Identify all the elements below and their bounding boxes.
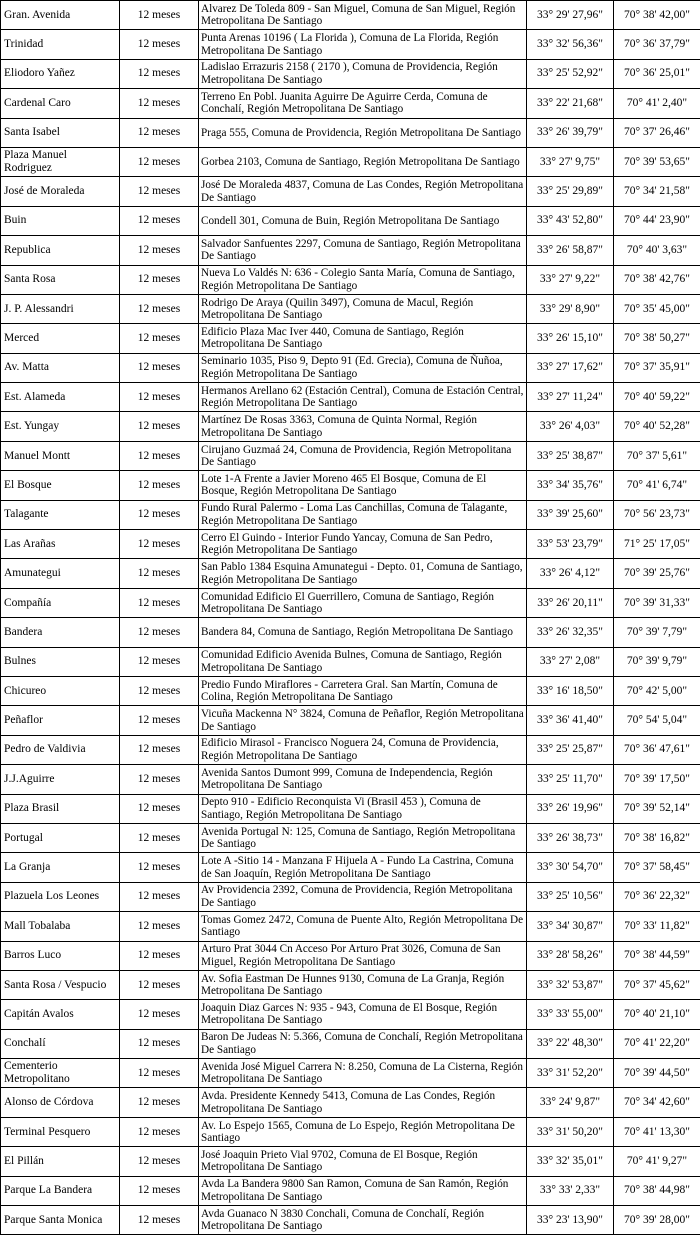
longitude-cell: 70° 38' 50,27" [614, 324, 700, 353]
longitude-cell: 70° 39' 52,14" [614, 794, 700, 823]
station-name-cell: Bandera [1, 618, 120, 647]
station-name-cell: Amunategui [1, 559, 120, 588]
address-cell: Bandera 84, Comuna de Santiago, Región Metropolitana De Santiago [199, 618, 527, 647]
station-name-cell: Republica [1, 236, 120, 265]
latitude-cell: 33° 29' 8,90" [527, 294, 614, 323]
table-row [1, 236, 700, 265]
longitude-cell: 70° 44' 23,90" [614, 206, 700, 235]
duration-cell: 12 meses [120, 676, 199, 705]
address-cell: Avenida Santos Dumont 999, Comuna de Independencia, Región Metropolitana De Santiago [199, 765, 527, 794]
station-name-cell: Plaza Brasil [1, 794, 120, 823]
longitude-cell: 70° 39' 7,79" [614, 618, 700, 647]
table-row [1, 588, 700, 617]
duration-cell: 12 meses [120, 1029, 199, 1058]
duration-cell: 12 meses [120, 236, 199, 265]
longitude-cell: 70° 41' 2,40" [614, 89, 700, 118]
table-row [1, 353, 700, 382]
table-row [1, 1147, 700, 1176]
address-cell: Joaquin Diaz Garces N: 935 - 943, Comuna de El Bosque, Región Metropolitana De Santiago [199, 1000, 527, 1029]
longitude-cell: 70° 37' 45,62" [614, 970, 700, 999]
duration-cell: 12 meses [120, 912, 199, 941]
duration-cell: 12 meses [120, 1147, 199, 1176]
address-cell: Vicuña Mackenna N° 3824, Comuna de Peñaflor, Región Metropolitana De Santiago [199, 706, 527, 735]
duration-cell: 12 meses [120, 412, 199, 441]
longitude-cell: 70° 41' 13,30" [614, 1117, 700, 1146]
table-row [1, 735, 700, 764]
table-row [1, 765, 700, 794]
longitude-cell: 70° 39' 28,00" [614, 1206, 700, 1235]
address-cell: Ladislao Errazuris 2158 ( 2170 ), Comuna de Providencia, Región Metropolitana De Santiago [199, 59, 527, 88]
latitude-cell: 33° 26' 19,96" [527, 794, 614, 823]
address-cell: Rodrigo De Araya (Quilin 3497), Comuna de Macul, Región Metropolitana De Santiago [199, 294, 527, 323]
table-row [1, 1029, 700, 1058]
duration-cell: 12 meses [120, 147, 199, 176]
duration-cell: 12 meses [120, 118, 199, 147]
latitude-cell: 33° 32' 53,87" [527, 970, 614, 999]
address-cell: Terreno En Pobl. Juanita Aguirre De Aguirre Cerda, Comuna de Conchalí, Región Metropolitana De Santiago [199, 89, 527, 118]
station-name-cell: J.J.Aguirre [1, 765, 120, 794]
latitude-cell: 33° 31' 50,20" [527, 1117, 614, 1146]
longitude-cell: 70° 36' 37,79" [614, 30, 700, 59]
station-name-cell: Las Arañas [1, 530, 120, 559]
table-row [1, 59, 700, 88]
latitude-cell: 33° 34' 30,87" [527, 912, 614, 941]
duration-cell: 12 meses [120, 1117, 199, 1146]
duration-cell: 12 meses [120, 1088, 199, 1117]
latitude-cell: 33° 26' 4,12" [527, 559, 614, 588]
station-name-cell: El Pillán [1, 1147, 120, 1176]
duration-cell: 12 meses [120, 471, 199, 500]
address-cell: José De Moraleda 4837, Comuna de Las Condes, Región Metropolitana De Santiago [199, 177, 527, 206]
latitude-cell: 33° 30' 54,70" [527, 853, 614, 882]
station-name-cell: Buin [1, 206, 120, 235]
duration-cell: 12 meses [120, 59, 199, 88]
latitude-cell: 33° 25' 29,89" [527, 177, 614, 206]
address-cell: Praga 555, Comuna de Providencia, Región Metropolitana De Santiago [199, 118, 527, 147]
longitude-cell: 70° 37' 58,45" [614, 853, 700, 882]
table-row [1, 647, 700, 676]
table-row [1, 265, 700, 294]
longitude-cell: 70° 38' 44,59" [614, 941, 700, 970]
station-name-cell: Plaza Manuel Rodriguez [1, 147, 120, 176]
duration-cell: 12 meses [120, 1206, 199, 1235]
station-name-cell: Trinidad [1, 30, 120, 59]
latitude-cell: 33° 25' 10,56" [527, 882, 614, 911]
station-name-cell: Santa Rosa / Vespucio [1, 970, 120, 999]
latitude-cell: 33° 26' 58,87" [527, 236, 614, 265]
address-cell: Nueva Lo Valdés N: 636 - Colegio Santa María, Comuna de Santiago, Región Metropolitana De Santiago [199, 265, 527, 294]
table-row [1, 500, 700, 529]
latitude-cell: 33° 27' 11,24" [527, 383, 614, 412]
latitude-cell: 33° 39' 25,60" [527, 500, 614, 529]
latitude-cell: 33° 26' 32,35" [527, 618, 614, 647]
longitude-cell: 70° 40' 59,22" [614, 383, 700, 412]
longitude-cell: 70° 41' 22,20" [614, 1029, 700, 1058]
address-cell: Edificio Mirasol - Francisco Noguera 24, Comuna de Providencia, Región Metropolitana De Santiago [199, 735, 527, 764]
duration-cell: 12 meses [120, 765, 199, 794]
latitude-cell: 33° 27' 9,75" [527, 147, 614, 176]
latitude-cell: 33° 36' 41,40" [527, 706, 614, 735]
station-name-cell: Est. Yungay [1, 412, 120, 441]
address-cell: Predio Fundo Miraflores - Carretera Gral. San Martín, Comuna de Colina, Región Metropolitana De Santiago [199, 676, 527, 705]
longitude-cell: 70° 41' 9,27" [614, 1147, 700, 1176]
station-name-cell: Terminal Pesquero [1, 1117, 120, 1146]
station-name-cell: Peñaflor [1, 706, 120, 735]
station-name-cell: Eliodoro Yañez [1, 59, 120, 88]
table-row [1, 412, 700, 441]
address-cell: Condell 301, Comuna de Buin, Región Metropolitana De Santiago [199, 206, 527, 235]
station-name-cell: Merced [1, 324, 120, 353]
station-name-cell: Santa Rosa [1, 265, 120, 294]
latitude-cell: 33° 33' 2,33" [527, 1176, 614, 1205]
duration-cell: 12 meses [120, 1, 199, 30]
address-cell: Comunidad Edificio Avenida Bulnes, Comuna de Santiago, Región Metropolitana De Santiago [199, 647, 527, 676]
station-name-cell: Plazuela Los Leones [1, 882, 120, 911]
table-row [1, 1000, 700, 1029]
duration-cell: 12 meses [120, 970, 199, 999]
address-cell: José Joaquin Prieto Vial 9702, Comuna de El Bosque, Región Metropolitana De Santiago [199, 1147, 527, 1176]
address-cell: Fundo Rural Palermo - Loma Las Canchillas, Comuna de Talagante, Región Metropolitana De Santiago [199, 500, 527, 529]
longitude-cell: 70° 37' 35,91" [614, 353, 700, 382]
duration-cell: 12 meses [120, 735, 199, 764]
latitude-cell: 33° 34' 35,76" [527, 471, 614, 500]
table-row [1, 1088, 700, 1117]
table-row [1, 853, 700, 882]
latitude-cell: 33° 27' 9,22" [527, 265, 614, 294]
latitude-cell: 33° 25' 25,87" [527, 735, 614, 764]
duration-cell: 12 meses [120, 177, 199, 206]
duration-cell: 12 meses [120, 324, 199, 353]
latitude-cell: 33° 31' 52,20" [527, 1059, 614, 1088]
latitude-cell: 33° 26' 4,03" [527, 412, 614, 441]
longitude-cell: 70° 39' 31,33" [614, 588, 700, 617]
longitude-cell: 70° 38' 16,82" [614, 823, 700, 852]
longitude-cell: 70° 35' 45,00" [614, 294, 700, 323]
table-row [1, 530, 700, 559]
table-row [1, 383, 700, 412]
table-row [1, 1, 700, 30]
latitude-cell: 33° 43' 52,80" [527, 206, 614, 235]
latitude-cell: 33° 26' 15,10" [527, 324, 614, 353]
address-cell: Alvarez De Toleda 809 - San Miguel, Comuna de San Miguel, Región Metropolitana De Santiago [199, 1, 527, 30]
duration-cell: 12 meses [120, 265, 199, 294]
address-cell: Cerro El Guindo - Interior Fundo Yancay, Comuna de San Pedro, Región Metropolitana De Santiago [199, 530, 527, 559]
address-cell: San Pablo 1384 Esquina Amunategui - Depto. 01, Comuna de Santiago, Región Metropolitana De Santiago [199, 559, 527, 588]
station-name-cell: Manuel Montt [1, 441, 120, 470]
duration-cell: 12 meses [120, 89, 199, 118]
duration-cell: 12 meses [120, 206, 199, 235]
address-cell: Seminario 1035, Piso 9, Depto 91 (Ed. Grecia), Comuna de Ñuñoa, Región Metropolitana De Santiago [199, 353, 527, 382]
address-cell: Av Providencia 2392, Comuna de Providencia, Región Metropolitana De Santiago [199, 882, 527, 911]
station-name-cell: La Granja [1, 853, 120, 882]
address-cell: Lote A -Sitio 14 - Manzana F Hijuela A - Fundo La Castrina, Comuna de San Joaquín, Región Metropolitana De Santiago [199, 853, 527, 882]
latitude-cell: 33° 25' 52,92" [527, 59, 614, 88]
latitude-cell: 33° 25' 38,87" [527, 441, 614, 470]
station-name-cell: Santa Isabel [1, 118, 120, 147]
latitude-cell: 33° 25' 11,70" [527, 765, 614, 794]
address-cell: Comunidad Edificio El Guerrillero, Comuna de Santiago, Región Metropolitana De Santiago [199, 588, 527, 617]
table-row [1, 471, 700, 500]
address-cell: Martínez De Rosas 3363, Comuna de Quinta Normal, Región Metropolitana De Santiago [199, 412, 527, 441]
duration-cell: 12 meses [120, 706, 199, 735]
table-row [1, 89, 700, 118]
stations-table-body [1, 1, 700, 1235]
table-row [1, 706, 700, 735]
longitude-cell: 70° 39' 44,50" [614, 1059, 700, 1088]
station-name-cell: Gran. Avenida [1, 1, 120, 30]
longitude-cell: 70° 39' 9,79" [614, 647, 700, 676]
address-cell: Depto 910 - Edificio Reconquista Vi (Brasil 453 ), Comuna de Santiago, Región Metropolitana De Santiago [199, 794, 527, 823]
table-row [1, 147, 700, 176]
table-row [1, 177, 700, 206]
station-name-cell: Cardenal Caro [1, 89, 120, 118]
latitude-cell: 33° 22' 48,30" [527, 1029, 614, 1058]
longitude-cell: 70° 54' 5,04" [614, 706, 700, 735]
address-cell: Arturo Prat 3044 Cn Acceso Por Arturo Prat 3026, Comuna de San Miguel, Región Metropolitana De Santiago [199, 941, 527, 970]
duration-cell: 12 meses [120, 588, 199, 617]
duration-cell: 12 meses [120, 530, 199, 559]
table-row [1, 206, 700, 235]
station-name-cell: Alonso de Córdova [1, 1088, 120, 1117]
station-name-cell: Barros Luco [1, 941, 120, 970]
station-name-cell: Compañía [1, 588, 120, 617]
latitude-cell: 33° 22' 21,68" [527, 89, 614, 118]
latitude-cell: 33° 28' 58,26" [527, 941, 614, 970]
latitude-cell: 33° 26' 20,11" [527, 588, 614, 617]
duration-cell: 12 meses [120, 294, 199, 323]
latitude-cell: 33° 26' 39,79" [527, 118, 614, 147]
station-name-cell: Talagante [1, 500, 120, 529]
duration-cell: 12 meses [120, 823, 199, 852]
table-row [1, 970, 700, 999]
latitude-cell: 33° 53' 23,79" [527, 530, 614, 559]
address-cell: Edificio Plaza Mac Iver 440, Comuna de Santiago, Región Metropolitana De Santiago [199, 324, 527, 353]
address-cell: Salvador Sanfuentes 2297, Comuna de Santiago, Región Metropolitana De Santiago [199, 236, 527, 265]
latitude-cell: 33° 27' 17,62" [527, 353, 614, 382]
latitude-cell: 33° 26' 38,73" [527, 823, 614, 852]
table-row [1, 823, 700, 852]
table-row [1, 794, 700, 823]
latitude-cell: 33° 32' 35,01" [527, 1147, 614, 1176]
station-name-cell: El Bosque [1, 471, 120, 500]
table-row [1, 1206, 700, 1235]
station-name-cell: Capitán Avalos [1, 1000, 120, 1029]
longitude-cell: 70° 34' 42,60" [614, 1088, 700, 1117]
longitude-cell: 70° 36' 25,01" [614, 59, 700, 88]
duration-cell: 12 meses [120, 1059, 199, 1088]
latitude-cell: 33° 24' 9,87" [527, 1088, 614, 1117]
longitude-cell: 70° 34' 21,58" [614, 177, 700, 206]
address-cell: Avenida José Miguel Carrera N: 8.250, Comuna de La Cisterna, Región Metropolitana De Santiago [199, 1059, 527, 1088]
station-name-cell: José de Moraleda [1, 177, 120, 206]
address-cell: Lote 1-A Frente a Javier Moreno 465 El Bosque, Comuna de El Bosque, Región Metropolitana De Santiago [199, 471, 527, 500]
table-row [1, 294, 700, 323]
duration-cell: 12 meses [120, 853, 199, 882]
latitude-cell: 33° 23' 13,90" [527, 1206, 614, 1235]
duration-cell: 12 meses [120, 383, 199, 412]
address-cell: Punta Arenas 10196 ( La Florida ), Comuna de La Florida, Región Metropolitana De Santiago [199, 30, 527, 59]
duration-cell: 12 meses [120, 941, 199, 970]
longitude-cell: 70° 40' 3,63" [614, 236, 700, 265]
station-name-cell: Av. Matta [1, 353, 120, 382]
duration-cell: 12 meses [120, 559, 199, 588]
latitude-cell: 33° 29' 27,96" [527, 1, 614, 30]
table-row [1, 324, 700, 353]
station-name-cell: J. P. Alessandri [1, 294, 120, 323]
longitude-cell: 70° 40' 52,28" [614, 412, 700, 441]
longitude-cell: 70° 42' 5,00" [614, 676, 700, 705]
table-row [1, 676, 700, 705]
longitude-cell: 70° 40' 21,10" [614, 1000, 700, 1029]
duration-cell: 12 meses [120, 1000, 199, 1029]
longitude-cell: 70° 41' 6,74" [614, 471, 700, 500]
longitude-cell: 70° 38' 42,00" [614, 1, 700, 30]
table-row [1, 941, 700, 970]
longitude-cell: 70° 56' 23,73" [614, 500, 700, 529]
duration-cell: 12 meses [120, 441, 199, 470]
longitude-cell: 70° 33' 11,82" [614, 912, 700, 941]
longitude-cell: 70° 39' 53,65" [614, 147, 700, 176]
station-name-cell: Cementerio Metropolitano [1, 1059, 120, 1088]
latitude-cell: 33° 16' 18,50" [527, 676, 614, 705]
table-row [1, 912, 700, 941]
longitude-cell: 70° 38' 44,98" [614, 1176, 700, 1205]
station-name-cell: Est. Alameda [1, 383, 120, 412]
table-row [1, 441, 700, 470]
table-row [1, 882, 700, 911]
longitude-cell: 70° 39' 17,50" [614, 765, 700, 794]
duration-cell: 12 meses [120, 647, 199, 676]
station-name-cell: Chicureo [1, 676, 120, 705]
address-cell: Gorbea 2103, Comuna de Santiago, Región Metropolitana De Santiago [199, 147, 527, 176]
latitude-cell: 33° 32' 56,36" [527, 30, 614, 59]
table-row [1, 1117, 700, 1146]
longitude-cell: 70° 37' 26,46" [614, 118, 700, 147]
longitude-cell: 70° 39' 25,76" [614, 559, 700, 588]
station-name-cell: Conchalí [1, 1029, 120, 1058]
address-cell: Cirujano Guzmaá 24, Comuna de Providencia, Región Metropolitana De Santiago [199, 441, 527, 470]
duration-cell: 12 meses [120, 618, 199, 647]
address-cell: Tomas Gomez 2472, Comuna de Puente Alto, Región Metropolitana De Santiago [199, 912, 527, 941]
table-row [1, 1176, 700, 1205]
longitude-cell: 70° 37' 5,61" [614, 441, 700, 470]
table-row [1, 30, 700, 59]
duration-cell: 12 meses [120, 794, 199, 823]
station-name-cell: Parque La Bandera [1, 1176, 120, 1205]
longitude-cell: 70° 36' 22,32" [614, 882, 700, 911]
duration-cell: 12 meses [120, 882, 199, 911]
duration-cell: 12 meses [120, 500, 199, 529]
address-cell: Hermanos Arellano 62 (Estación Central), Comuna de Estación Central, Región Metropolitana De Santiago [199, 383, 527, 412]
latitude-cell: 33° 27' 2,08" [527, 647, 614, 676]
duration-cell: 12 meses [120, 353, 199, 382]
station-name-cell: Bulnes [1, 647, 120, 676]
station-name-cell: Mall Tobalaba [1, 912, 120, 941]
address-cell: Baron De Judeas N: 5.366, Comuna de Conchalí, Región Metropolitana De Santiago [199, 1029, 527, 1058]
duration-cell: 12 meses [120, 1176, 199, 1205]
table-row [1, 1059, 700, 1088]
table-row [1, 559, 700, 588]
table-row [1, 118, 700, 147]
address-cell: Avda. Presidente Kennedy 5413, Comuna de Las Condes, Región Metropolitana De Santiago [199, 1088, 527, 1117]
address-cell: Avda Guanaco N 3830 Conchali, Comuna de Conchalí, Región Metropolitana De Santiago [199, 1206, 527, 1235]
address-cell: Av. Sofia Eastman De Hunnes 9130, Comuna de La Granja, Región Metropolitana De Santiago [199, 970, 527, 999]
address-cell: Avda La Bandera 9800 San Ramon, Comuna de San Ramón, Región Metropolitana De Santiago [199, 1176, 527, 1205]
duration-cell: 12 meses [120, 30, 199, 59]
longitude-cell: 71° 25' 17,05" [614, 530, 700, 559]
longitude-cell: 70° 38' 42,76" [614, 265, 700, 294]
longitude-cell: 70° 36' 47,61" [614, 735, 700, 764]
address-cell: Avenida Portugal N: 125, Comuna de Santiago, Región Metropolitana De Santiago [199, 823, 527, 852]
address-cell: Av. Lo Espejo 1565, Comuna de Lo Espejo, Región Metropolitana De Santiago [199, 1117, 527, 1146]
station-name-cell: Pedro de Valdivia [1, 735, 120, 764]
station-name-cell: Parque Santa Monica [1, 1206, 120, 1235]
latitude-cell: 33° 33' 55,00" [527, 1000, 614, 1029]
table-row [1, 618, 700, 647]
station-name-cell: Portugal [1, 823, 120, 852]
